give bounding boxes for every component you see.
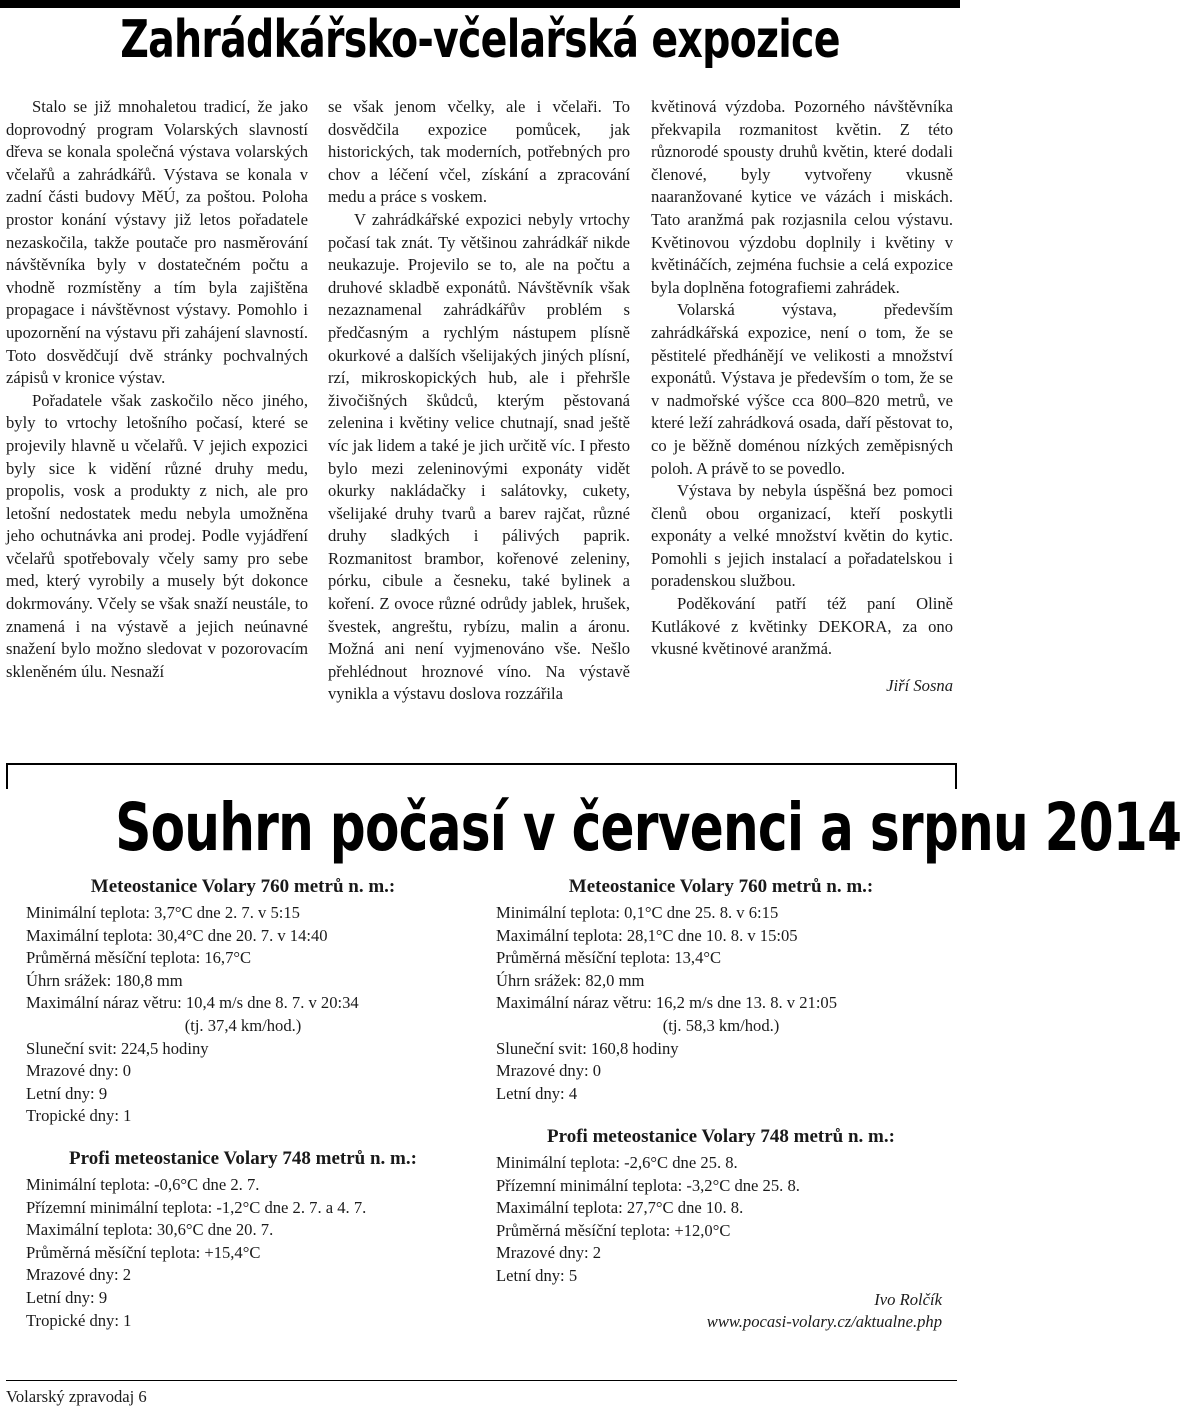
- stat-row: Letní dny: 4: [496, 1083, 578, 1103]
- article-paragraph: Pořadatele však zaskočilo něco jiného, byly to vrtochy letošního počasí, které se projevily hlavně u včelařů. V jejich expozici byly sice k vidění různé druhy medu, propolis, vosk a produkty z nich, ale pro letošní nedostatek medu nebyla umožněna jeho ochutnávka ani prodej. Podle vyjádření včelařů spotřebovaly včely samy pro sebe med, který vyrobily a musely být dokonce dokrmovány. Včely se však snaží neustále, to znamená i na výstavě a jejich neúnavné snažení bylo možno sledovat v pozorovacím skleněném úlu. Nesnaží: [6, 390, 308, 681]
- stat-row: Mrazové dny: 2: [26, 1265, 132, 1285]
- stat-row: Maximální náraz větru: 10,4 m/s dne 8. 7. v 20:34: [26, 993, 359, 1013]
- station-header: Meteostanice Volary 760 metrů n. m.:: [90, 876, 396, 897]
- stat-row: Sluneční svit: 224,5 hodiny: [26, 1038, 209, 1058]
- stat-row: Minimální teplota: -2,6°C dne 25. 8.: [496, 1153, 738, 1172]
- stat-row: Sluneční svit: 160,8 hodiny: [496, 1038, 679, 1058]
- stat-row: Přízemní minimální teplota: -3,2°C dne 25. 8.: [496, 1175, 800, 1195]
- article-paragraph: V zahrádkářské expozici nebyly vrtochy počasí tak znát. Ty většinou zahrádkář nikde neukazuje. Projevilo se to, ale na počtu a druhové skladbě exponátů. Návštěvník však nezaznamenal zahrádkářův problém s předčasným a rychlým nástupem plísně okurkové a dalších všelijakých jiných plísní, rzí, mikroskopických hub, ale i přehršle živočišných škůdců, kterým pěstovaná zelenina i květiny velice chutnají, snad ještě víc jak lidem a také je jich určitě víc. I přesto bylo mezi zeleninovými exponáty vidět okurky nakládačky i salátovky, cukety, všelijaké druhy tvarů a barev rajčat, různé druhy sladkých i pálivých paprik. Rozmanitost brambor, kořenové zeleniny, pórku, cibule a česneku, také bylinek a koření. Z ovoce různé odrůdy jablek, hrušek, švestek, angreštu, rybízu, malin a áronu. Možná ani není vyjmenováno vše. Nešlo přehlédnout hroznové víno. Na výstavě vynikla a výstavu doslova rozzářila: [328, 209, 630, 704]
- article-paragraph: Poděkování patří též paní Olině Kutlákové z květinky DEKORA, za ono vkusné květinové aranžmá.: [651, 594, 953, 659]
- stat-row: Úhrn srážek: 82,0 mm: [496, 970, 645, 990]
- article-paragraph: Volarská výstava, především zahrádkářská expozice, není o tom, že se pěstitelé předhánějí ve velikosti a množství exponátů. Výstava je především o tom, že se v nadmořské výšce cca 800–820 metrů, ve které leží zahrádková osada, daří pěstovat to, co je běžně doménou nízkých zeměpisných poloh. A právě to se povedlo.: [651, 300, 953, 478]
- july-profi-block: [26, 1146, 460, 1332]
- section-divider-left: [6, 763, 8, 789]
- article-column-2: [328, 96, 630, 706]
- station-header: Meteostanice Volary 760 metrů n. m.:: [568, 876, 874, 897]
- stat-row: Maximální teplota: 27,7°C dne 10. 8.: [496, 1198, 744, 1218]
- stat-row: Letní dny: 5: [496, 1265, 578, 1285]
- stat-row: Úhrn srážek: 180,8 mm: [26, 970, 183, 990]
- page-footer: Volarský zpravodaj 6: [6, 1387, 147, 1406]
- stat-row: Mrazové dny: 2: [496, 1243, 602, 1263]
- stat-row: Průměrná měsíční teplota: +12,0°C: [496, 1220, 731, 1240]
- stat-row: Maximální teplota: 30,4°C dne 20. 7. v 14:40: [26, 925, 328, 945]
- article-paragraph: se však jenom včelky, ale i včelaři. To dosvědčila expozice pomůcek, jak historických, tak moderních, potřebných pro chov a léčení včel, získání a zpracování medu a práce s voskem.: [328, 97, 630, 207]
- august-station-block: [496, 874, 946, 1105]
- weather-title: Souhrn počasí v červenci a srpnu 2014: [115, 789, 1181, 866]
- article-paragraph: květinová výzdoba. Pozorného návštěvníka překvapila rozmanitost květin. Z této různorodé spousty druhů květin, které dodali členové, byly vytvořeny vkusně naaranžované kytice ve vázách i miskách. Tato aranžmá pak rozjasnila celou výstavu. Květinovou výzdobu doplnily i květiny v květináčích, zejména fuchsie a celá expozice byla doplněna fotografiemi zahrádek.: [651, 97, 953, 297]
- stat-row: Průměrná měsíční teplota: 16,7°C: [26, 948, 252, 968]
- article-author: Jiří Sosna: [886, 675, 953, 695]
- stat-row: Tropické dny: 1: [26, 1310, 132, 1330]
- top-rule: [0, 0, 960, 8]
- stat-row: Maximální náraz větru: 16,2 m/s dne 13. 8. v 21:05: [496, 993, 838, 1013]
- stat-row: Letní dny: 9: [26, 1287, 108, 1307]
- stat-row: (tj. 58,3 km/hod.): [662, 1015, 780, 1035]
- stat-row: Minimální teplota: 3,7°C dne 2. 7. v 5:15: [26, 903, 300, 922]
- stat-row: Přízemní minimální teplota: -1,2°C dne 2. 7. a 4. 7.: [26, 1197, 367, 1217]
- article-paragraph: Stalo se již mnohaletou tradicí, že jako doprovodný program Volarských slavností dřeva se konala společná výstava volarských včelařů a zahrádkářů. Výstava se konala v zadní části budovy MěÚ, za poštou. Poloha prostor konání výstavy již letos pořadatele nezaskočila, takže poutače pro nasměrování návštěvníka byly v dostatečném počtu a vhodně rozmístěny a tím byla zajištěna propagace i návštěvnost výstavy. Pomohlo i upozornění na výstavu při zahájení slavností. Toto dosvědčují dvě stránky pochvalných zápisů v kronice výstav.: [6, 97, 308, 388]
- stat-row: Průměrná měsíční teplota: +15,4°C: [26, 1242, 261, 1262]
- weather-source-link[interactable]: www.pocasi-volary.cz/aktualne.php: [706, 1312, 942, 1331]
- stat-row: Tropické dny: 1: [26, 1106, 132, 1126]
- stat-row: Průměrná měsíční teplota: 13,4°C: [496, 948, 722, 968]
- august-profi-block: [496, 1124, 946, 1288]
- stat-row: Minimální teplota: 0,1°C dne 25. 8. v 6:15: [496, 903, 779, 922]
- stat-row: (tj. 37,4 km/hod.): [184, 1015, 302, 1035]
- section-divider: [6, 763, 957, 765]
- station-header: Profi meteostanice Volary 748 metrů n. m.:: [547, 1126, 895, 1147]
- stat-row: Maximální teplota: 30,6°C dne 20. 7.: [26, 1220, 274, 1240]
- stat-row: Letní dny: 9: [26, 1083, 108, 1103]
- article-paragraph: Výstava by nebyla úspěšná bez pomoci členů obou organizací, kteří poskytli exponáty a velké množství květin do kytic. Pomohli s jejich instalací a pořadatelskou i poradenskou službou.: [651, 481, 953, 591]
- article-title: Zahrádkářsko-včelařská expozice: [120, 10, 840, 70]
- article-column-1: [6, 96, 308, 683]
- article-column-3: [651, 96, 953, 697]
- footer-rule: [6, 1380, 957, 1381]
- section-divider-right: [955, 763, 957, 789]
- stat-row: Mrazové dny: 0: [496, 1061, 602, 1081]
- stat-row: Minimální teplota: -0,6°C dne 2. 7.: [26, 1175, 260, 1194]
- july-station-block: [26, 874, 460, 1128]
- stat-row: Maximální teplota: 28,1°C dne 10. 8. v 15:05: [496, 925, 798, 945]
- station-header: Profi meteostanice Volary 748 metrů n. m.:: [69, 1148, 417, 1169]
- weather-author: Ivo Rolčík: [874, 1290, 942, 1309]
- stat-row: Mrazové dny: 0: [26, 1061, 132, 1081]
